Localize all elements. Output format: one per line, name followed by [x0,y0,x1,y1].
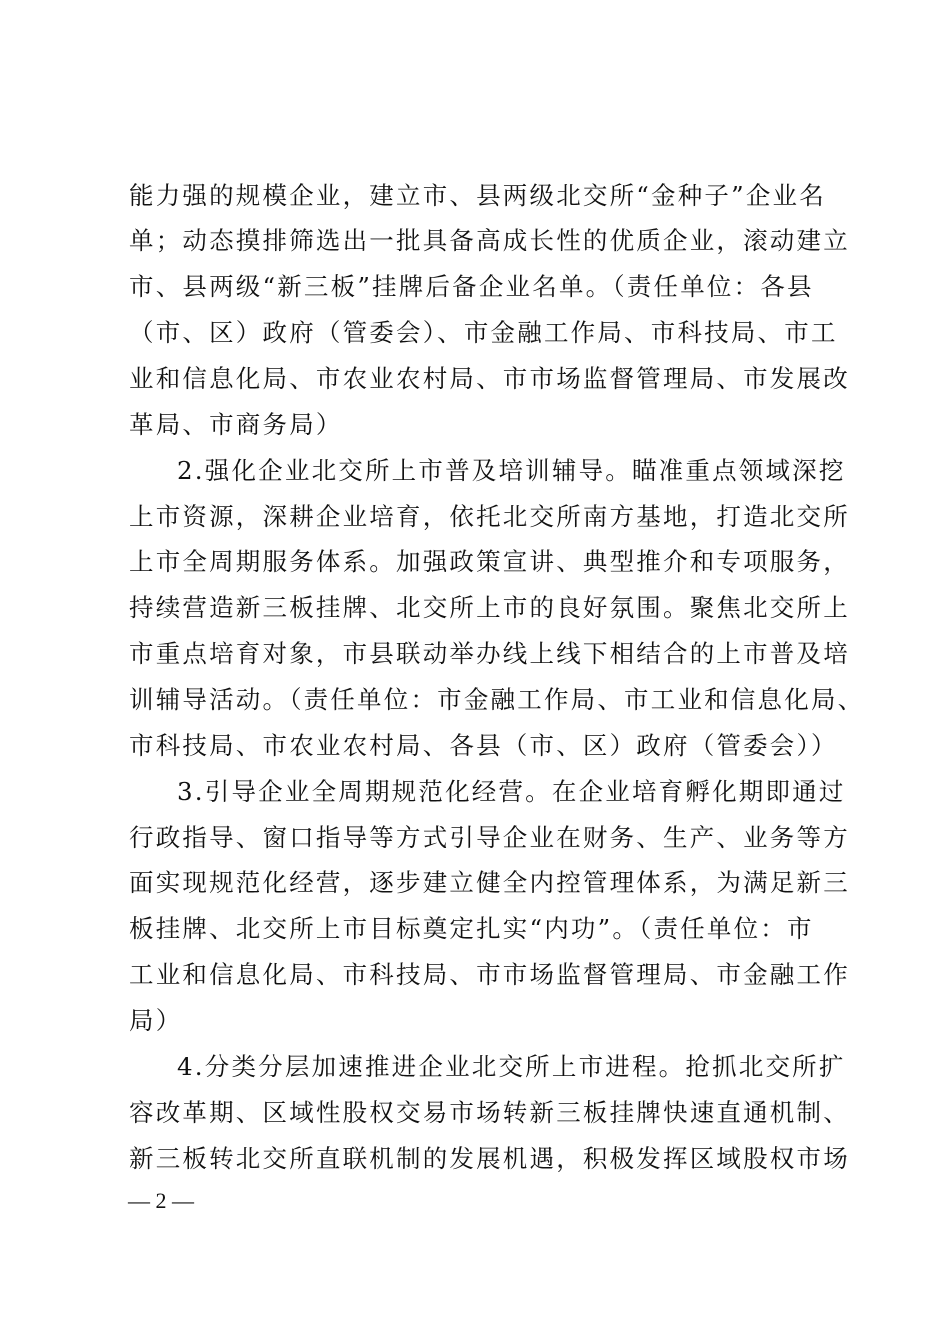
paragraph-heading: 2.强化企业北交所上市普及培训辅导。瞄准重点领域深挖 [177,456,846,485]
text-line: 上市资源，深耕企业培育，依托北交所南方基地，打造北交所 [129,502,850,531]
text-line: 业和信息化局、市农业农村局、市市场监督管理局、市发展改 [129,364,850,393]
text-line: 持续营造新三板挂牌、北交所上市的良好氛围。聚焦北交所上 [129,593,850,622]
text-line: 上市全周期服务体系。加强政策宣讲、典型推介和专项服务， [129,547,850,576]
text-line: 能力强的规模企业，建立市、县两级北交所“金种子”企业名 [129,181,826,210]
text-line: 行政指导、窗口指导等方式引导企业在财务、生产、业务等方 [129,823,850,852]
text-line: 新三板转北交所直联机制的发展机遇，积极发挥区域股权市场 [129,1144,850,1173]
text-line: 单；动态摸排筛选出一批具备高成长性的优质企业，滚动建立 [129,226,850,255]
text-line: 革局、市商务局） [129,410,343,439]
text-line: 板挂牌、北交所上市目标奠定扎实“内功”。（责任单位：市 [129,914,814,943]
text-line: 市重点培育对象，市县联动举办线上线下相结合的上市普及培 [129,639,850,668]
text-line: 工业和信息化局、市科技局、市市场监督管理局、市金融工作 [129,960,850,989]
text-line: 训辅导活动。（责任单位：市金融工作局、市工业和信息化局、 [129,685,865,714]
text-line: 面实现规范化经营，逐步建立健全内控管理体系，为满足新三 [129,868,850,897]
paragraph-heading: 4.分类分层加速推进企业北交所上市进程。抢抓北交所扩 [177,1052,846,1081]
text-line: （市、区）政府（管委会）、市金融工作局、市科技局、市工 [129,318,838,347]
text-line: 市、县两级“新三板”挂牌后备企业名单。（责任单位：各县 [129,272,814,301]
paragraph-heading: 3.引导企业全周期规范化经营。在企业培育孵化期即通过 [177,777,846,806]
page-number: — 2 — [128,1188,194,1213]
text-line: 市科技局、市农业农村局、各县（市、区）政府（管委会）） [129,731,838,760]
text-line: 局） [129,1006,183,1035]
text-line: 容改革期、区域性股权交易市场转新三板挂牌快速直通机制、 [129,1098,850,1127]
